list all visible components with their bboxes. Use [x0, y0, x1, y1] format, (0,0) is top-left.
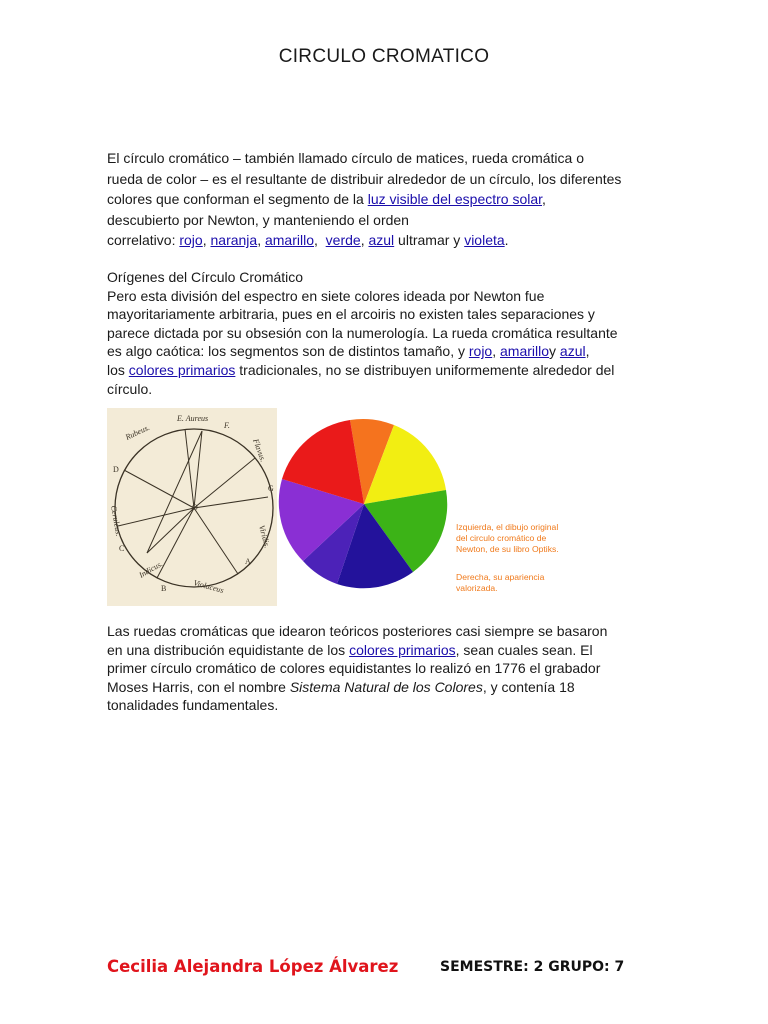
author-name: Cecilia Alejandra López Álvarez — [107, 957, 399, 976]
text-span: es algo caótica: los segmentos son de distintos tamaño, y — [107, 343, 469, 360]
text-span: tradicionales, no se distribuyen uniformemente alrededor del — [235, 361, 615, 378]
text-line — [107, 641, 677, 660]
newton-label: Viridis. — [257, 524, 272, 549]
page-title: CIRCULO CROMATICO — [278, 46, 490, 67]
link-colores-primarios[interactable]: colores primarios — [128, 361, 236, 378]
text-line: El círculo cromático – también llamado círculo de matices, rueda cromática o — [107, 150, 584, 166]
newton-label: Indicus. — [137, 559, 165, 580]
text-span: , — [202, 232, 211, 248]
caption-line: valorizada. — [456, 583, 498, 593]
text-line: parece dictada por su obsesión con la numerología. La rueda cromática resultante — [107, 324, 618, 341]
newton-label: O — [192, 503, 198, 512]
text-line — [107, 361, 677, 380]
caption-line: del circulo cromático de — [456, 533, 547, 543]
text-span: , — [492, 343, 501, 360]
figure-caption — [456, 522, 559, 593]
origins-section — [107, 268, 677, 398]
colored-wheel — [279, 419, 447, 588]
text-line: Las ruedas cromáticas que idearon teóricos posteriores casi siempre se basaron — [107, 623, 608, 639]
newton-label: Ceruleus. — [109, 504, 124, 537]
text-span: , sean cuales sean. El — [455, 641, 593, 658]
text-span: los — [107, 361, 129, 378]
text-line: círculo. — [107, 380, 153, 397]
newton-drawing — [107, 408, 277, 606]
text-line: primer círculo cromático de colores equidistantes lo realizó en 1776 el grabador — [107, 660, 601, 677]
newton-label: G — [268, 484, 274, 493]
text-span: colores que conforman el segmento de la — [107, 191, 368, 207]
newton-label: B — [161, 584, 167, 593]
newton-label: A — [245, 557, 251, 566]
text-line: mayoritariamente arbitraria, pues en el arcoiris no existen tales separaciones y — [107, 306, 595, 323]
link-amarillo[interactable]: amarillo — [264, 232, 314, 248]
link-luz-visible[interactable]: luz visible del espectro solar — [367, 191, 543, 207]
text-line — [107, 342, 677, 361]
semester-group: SEMESTRE: 2 GRUPO: 7 — [440, 959, 625, 975]
text-line — [107, 230, 677, 251]
text-line — [107, 678, 677, 697]
newton-label: F. — [224, 421, 230, 430]
link-naranja[interactable]: naranja — [210, 232, 258, 248]
newton-label: Violaceus — [192, 578, 225, 595]
text-span: , — [257, 232, 265, 248]
italic-title: Sistema Natural de los Colores — [289, 678, 483, 695]
caption-line: Derecha, su apariencia — [456, 572, 545, 582]
text-line: tonalidades fundamentales. — [107, 697, 279, 714]
intro-paragraph — [107, 148, 677, 251]
text-line: rueda de color – es el resultante de distribuir alrededor de un círculo, los diferentes — [107, 170, 622, 187]
caption-line: Izquierda, el dibujo original — [456, 522, 559, 532]
link-amarillo-2[interactable]: amarillo — [500, 343, 550, 360]
link-violeta[interactable]: violeta — [464, 232, 505, 248]
link-rojo[interactable]: rojo — [179, 232, 203, 248]
section-heading: Orígenes del Círculo Cromático — [107, 269, 304, 285]
text-span: , — [585, 343, 590, 360]
newton-label: Flavus. — [251, 437, 268, 464]
link-rojo-2[interactable]: rojo — [468, 343, 493, 360]
text-span: correlativo: — [107, 232, 180, 248]
color-wheel-figure — [107, 408, 587, 606]
text-span: , — [542, 191, 546, 207]
link-azul[interactable]: azul — [368, 232, 395, 248]
text-span: . — [504, 232, 509, 248]
text-span: , — [314, 232, 326, 248]
link-colores-primarios-2[interactable]: colores primarios — [349, 641, 456, 658]
text-span: , — [360, 232, 369, 248]
text-line — [107, 189, 677, 210]
newton-label: D — [113, 465, 119, 474]
text-span: y — [549, 343, 560, 360]
text-span: Moses Harris, con el nombre — [107, 678, 290, 695]
text-line: descubierto por Newton, y manteniendo el orden — [107, 211, 409, 228]
caption-line: Newton, de su libro Optiks. — [456, 544, 559, 554]
newton-label: E. Aureus — [177, 414, 209, 423]
text-span: , y contenía 18 — [482, 678, 575, 695]
link-azul-2[interactable]: azul — [559, 343, 586, 360]
link-verde[interactable]: verde — [325, 232, 361, 248]
text-span: ultramar y — [394, 232, 465, 248]
text-span: en una distribución equidistante de los — [107, 641, 350, 658]
newton-label: Rubeus. — [124, 422, 152, 442]
figure-canvas — [107, 408, 587, 606]
harris-paragraph — [107, 622, 677, 715]
newton-label: C — [119, 544, 125, 553]
text-line: Pero esta división del espectro en siete colores ideada por Newton fue — [107, 287, 545, 304]
